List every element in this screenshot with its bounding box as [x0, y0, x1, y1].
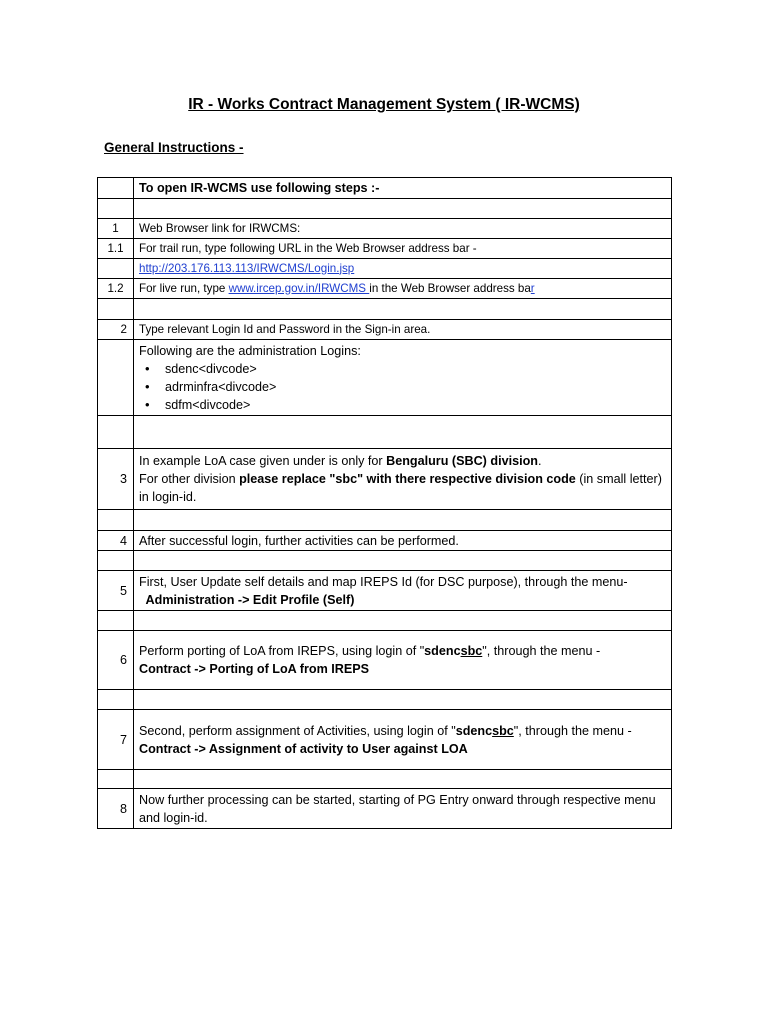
step-number: 1.2 — [98, 279, 134, 299]
table-row — [98, 239, 672, 259]
step-text: Now further processing can be started, starting of PG Entry onward through respective menu and login-id. — [134, 789, 672, 829]
step-number: 3 — [98, 449, 134, 510]
table-row — [98, 320, 672, 340]
list-item: • adrminfra<divcode> — [165, 378, 666, 396]
document-title: IR - Works Contract Management System ( IR-WCMS) — [188, 96, 580, 113]
spacer-row — [98, 551, 672, 571]
step-text: For live run, type www.ircep.gov.in/IRWCMS in the Web Browser address bar — [134, 279, 672, 299]
table-header-row — [98, 178, 672, 199]
list-item: • sdenc<divcode> — [165, 360, 666, 378]
spacer-row — [98, 199, 672, 219]
table-row — [98, 259, 672, 279]
step-text: Perform porting of LoA from IREPS, using login of "sdencsbc", through the menu - Contract -> Porting of LoA from IREPS — [134, 631, 672, 690]
step-number: 1 — [98, 219, 134, 239]
step-number: 8 — [98, 789, 134, 829]
step-text: After successful login, further activities can be performed. — [134, 531, 672, 551]
live-url-link-tail[interactable]: r — [530, 281, 535, 295]
table-row — [98, 710, 672, 770]
step-number: 5 — [98, 571, 134, 611]
menu-path: Contract -> Porting of LoA from IREPS — [139, 662, 370, 676]
table-row — [98, 631, 672, 690]
spacer-row — [98, 510, 672, 531]
trial-url-link[interactable]: http://203.176.113.113/IRWCMS/Login.jsp — [139, 261, 355, 275]
section-heading: General Instructions - — [104, 140, 244, 155]
table-row — [98, 219, 672, 239]
live-url-link[interactable]: www.ircep.gov.in/IRWCMS — [228, 281, 370, 295]
spacer-row — [98, 770, 672, 789]
table-header: To open IR-WCMS use following steps :- — [134, 178, 672, 199]
logins-cell — [134, 340, 672, 416]
step-number: 6 — [98, 631, 134, 690]
spacer-row — [98, 611, 672, 631]
table-row — [98, 449, 672, 510]
step-text: Type relevant Login Id and Password in the Sign-in area. — [134, 320, 672, 340]
menu-path: Contract -> Assignment of activity to User against LOA — [139, 741, 468, 756]
step-text: Web Browser link for IRWCMS: — [134, 219, 672, 239]
spacer-row — [98, 299, 672, 320]
table-row — [98, 340, 672, 416]
table-row — [98, 279, 672, 299]
step-text: First, User Update self details and map IREPS Id (for DSC purpose), through the menu- Administration -> Edit Profile (Self) — [134, 571, 672, 611]
step-text: For trail run, type following URL in the Web Browser address bar - — [134, 239, 672, 259]
table-row — [98, 789, 672, 829]
menu-path: Administration -> Edit Profile (Self) — [139, 592, 355, 607]
spacer-row — [98, 690, 672, 710]
spacer-row — [98, 416, 672, 449]
step-text: Second, perform assignment of Activities, using login of "sdencsbc", through the menu - Contract -> Assignment of activity to User against LOA — [134, 710, 672, 770]
logins-intro: Following are the administration Logins: — [139, 343, 361, 358]
step-number: 7 — [98, 710, 134, 770]
list-item: • sdfm<divcode> — [165, 396, 666, 414]
logins-list — [139, 360, 666, 414]
step-number: 4 — [98, 531, 134, 551]
step-text: In example LoA case given under is only for Bengaluru (SBC) division. For other division please replace "sbc" with there respective division code (in small letter) in login-id. — [134, 449, 672, 510]
step-number: 1.1 — [98, 239, 134, 259]
instructions-table — [97, 177, 672, 829]
table-row — [98, 571, 672, 611]
step-number: 2 — [98, 320, 134, 340]
table-row — [98, 531, 672, 551]
